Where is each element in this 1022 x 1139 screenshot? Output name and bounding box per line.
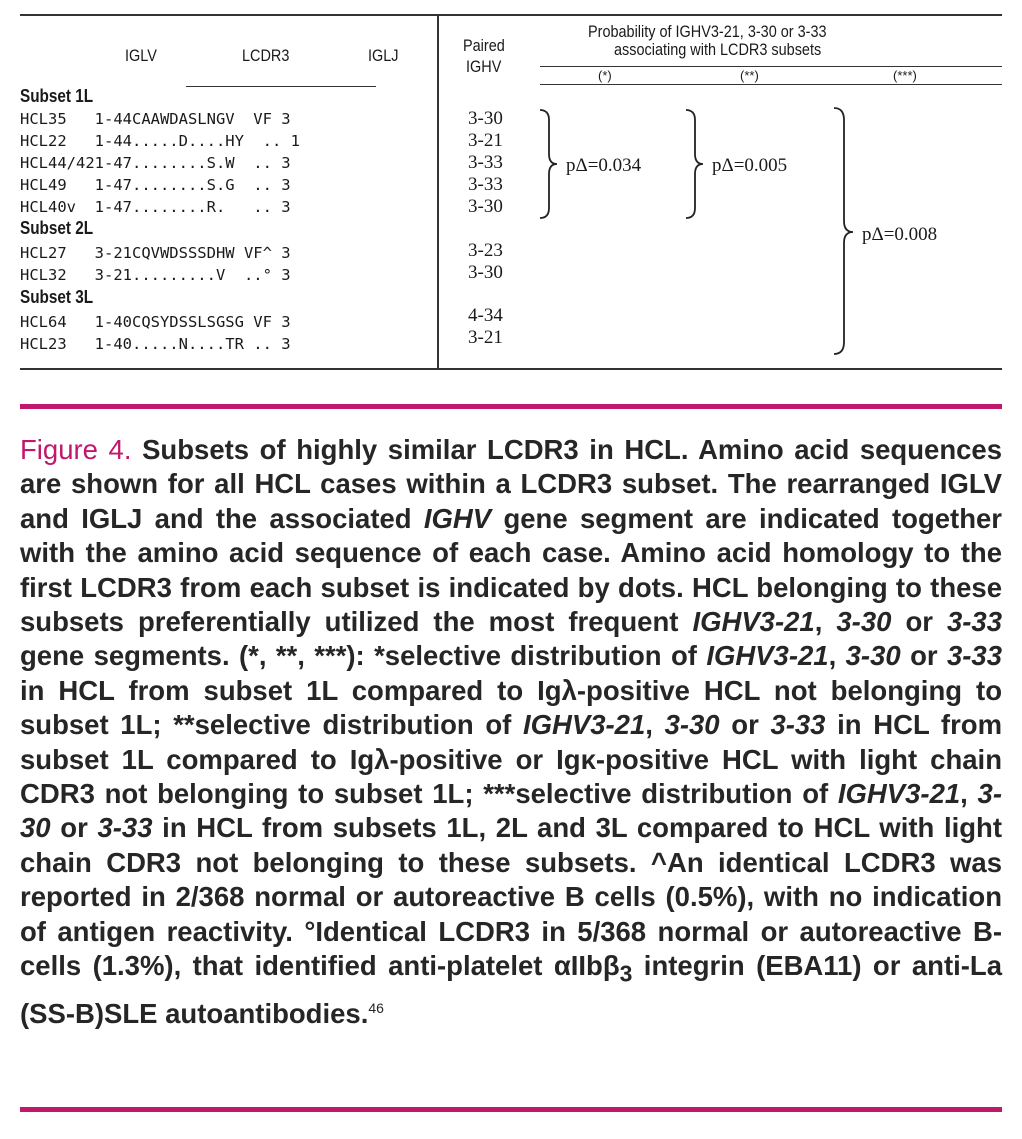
ighv-value: 4-34 (468, 305, 503, 326)
subset-label: Subset 1L (20, 86, 94, 106)
brace-icon (832, 106, 856, 356)
ighv-value: 3-21 (468, 327, 503, 348)
lcdr3-underline (186, 86, 376, 87)
bottom-rule (20, 1107, 1002, 1112)
ighv-value: 3-23 (468, 240, 503, 261)
header-probability-line2: associating with LCDR3 subsets (614, 40, 822, 59)
subset-label: Subset 2L (20, 218, 94, 238)
subset-label: Subset 3L (20, 287, 94, 307)
sequence-row: HCL23 1-40.....N....TR .. 3 (20, 335, 291, 353)
top-rule (20, 404, 1002, 409)
sequence-row: HCL27 3-21CQVWDSSSDHW VF^ 3 (20, 244, 291, 262)
column-divider (437, 14, 439, 369)
ighv-value: 3-30 (468, 196, 503, 217)
header-iglj: IGLJ (368, 46, 399, 65)
reference-superscript: 46 (368, 1000, 384, 1016)
header-star3: (***) (893, 68, 917, 83)
ighv-value: 3-33 (468, 174, 503, 195)
header-ighv: IGHV (466, 57, 502, 76)
star-underline (540, 84, 1002, 85)
sequence-row: HCL44/421-47........S.W .. 3 (20, 154, 291, 172)
p-value: pΔ=0.005 (712, 155, 788, 176)
probability-underline (540, 66, 1002, 67)
figure-caption: Figure 4. Subsets of highly similar LCDR3 in HCL. Amino acid sequences are shown for all HCL cases within a LCDR3 subset. The rearranged IGLV and IGLJ and the associated IGHV gene segment are indicated together with the amino acid sequence of each case. Amino acid homology to the first LCDR3 from each subset is indicated by dots. HCL belonging to these subsets preferentially utilized the most frequent IGHV3-21, 3-30 or 3-33 gene segments. (*, **, ***): *selective distribution of IGHV3-21, 3-30 or 3-33 in HCL from subset 1L compared to Igλ-positive HCL not belonging to subset 1L; **selective distribution of IGHV3-21, 3-30 or 3-33 in HCL from subset 1L compared to Igλ-positive or Igκ-positive HCL with light chain CDR3 not belonging to subset 1L; ***selective distribution of IGHV3-21, 3-30 or 3-33 in HCL from subsets 1L, 2L and 3L compared to HCL with light chain CDR3 not belonging to these subsets. ^An identical LCDR3 was reported in 2/368 normal or autoreactive B cells (0.5%), with no indication of antigen reactivity. °Identical LCDR3 in 5/368 normal or autoreactive B-cells (1.3%), that identified anti-platelet αIIbβ$_3$ integrin (EBA11) or anti-La (SS-B)SLE autoantibodies.$^{46}$ (20, 434, 1003, 1030)
sequence-row: HCL40v 1-47........R. .. 3 (20, 198, 291, 216)
brace-icon (538, 108, 560, 220)
sequence-row: HCL64 1-40CQSYDSSLSGSG VF 3 (20, 313, 291, 331)
header-star2: (**) (740, 68, 759, 83)
table-bottom-border (20, 368, 1002, 370)
header-paired: Paired (463, 36, 505, 55)
figure-label: Figure 4. (20, 434, 132, 465)
header-probability-line1: Probability of IGHV3-21, 3-30 or 3-33 (588, 22, 827, 41)
brace-icon (684, 108, 706, 220)
table-top-border (20, 14, 1002, 16)
p-value: pΔ=0.008 (862, 224, 938, 245)
p-value: pΔ=0.034 (566, 155, 642, 176)
ighv-value: 3-30 (468, 108, 503, 129)
sequence-row: HCL35 1-44CAAWDASLNGV VF 3 (20, 110, 291, 128)
ighv-value: 3-21 (468, 130, 503, 151)
sequence-row: HCL49 1-47........S.G .. 3 (20, 176, 291, 194)
sequence-row: HCL32 3-21.........V ..° 3 (20, 266, 291, 284)
header-iglv: IGLV (125, 46, 157, 65)
ighv-value: 3-33 (468, 152, 503, 173)
header-star1: (*) (598, 68, 612, 83)
header-lcdr3: LCDR3 (242, 46, 290, 65)
ighv-value: 3-30 (468, 262, 503, 283)
sequence-row: HCL22 1-44.....D....HY .. 1 (20, 132, 300, 150)
